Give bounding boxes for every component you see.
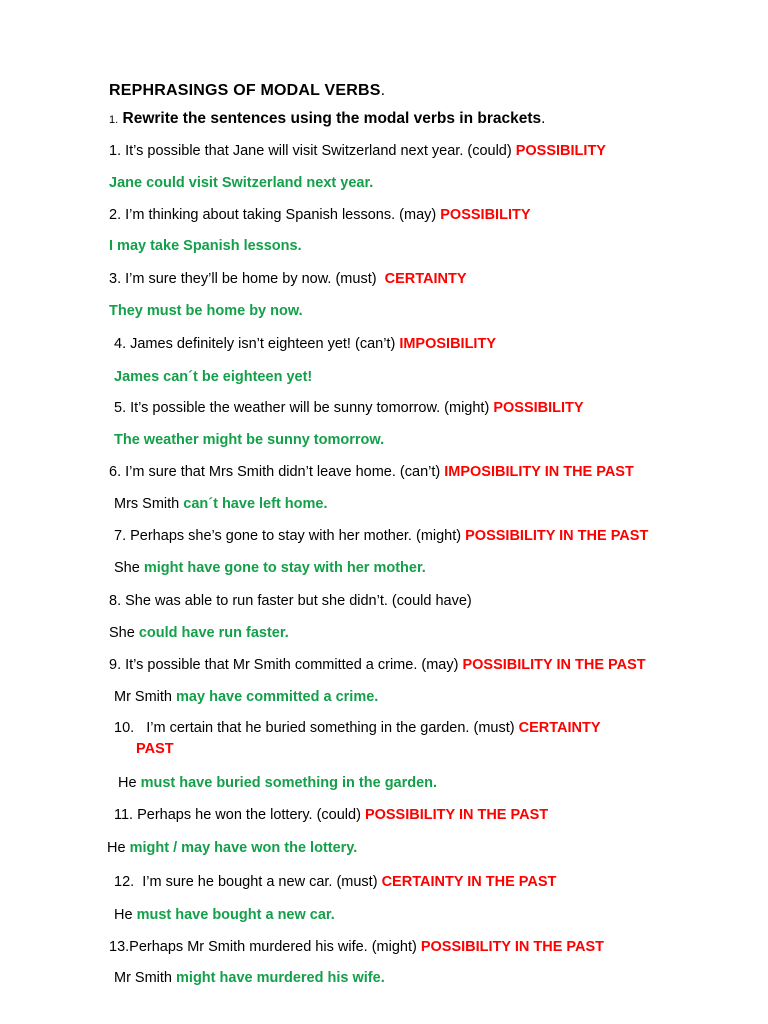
- question-2: [109, 206, 531, 224]
- answer-6: [114, 495, 328, 513]
- answer-10: [118, 774, 437, 792]
- modal-label: IMPOSIBILITY: [399, 336, 496, 352]
- answer-text: might have gone to stay with her mother.: [143, 560, 426, 576]
- question-1: [109, 142, 606, 160]
- modal-label: POSSIBILITY: [493, 400, 584, 416]
- question-5: [114, 399, 584, 417]
- question-text: 9. It’s possible that Mr Smith committed a crime. (may): [109, 657, 459, 673]
- question-text: 4. James definitely isn’t eighteen yet! (can’t): [114, 336, 396, 352]
- question-text: 3. I’m sure they’ll be home by now. (must): [109, 271, 377, 287]
- answer-2: I may take Spanish lessons.: [109, 238, 302, 254]
- question-text: 5. It’s possible the weather will be sunny tomorrow. (might): [114, 400, 490, 416]
- instruction-text: Rewrite the sentences using the modal verbs in brackets: [122, 110, 542, 127]
- question-text: 8. She was able to run faster but she didn’t. (could have): [109, 593, 472, 609]
- question-13: [109, 938, 604, 956]
- question-text: 12. I’m sure he bought a new car. (must): [114, 874, 378, 890]
- answer-text: can´t have left home.: [183, 496, 328, 512]
- answer-prefix: He: [118, 775, 137, 791]
- answer-1: Jane could visit Switzerland next year.: [109, 175, 374, 191]
- modal-label: POSSIBILITY IN THE PAST: [465, 528, 649, 544]
- question-12: [114, 873, 556, 891]
- answer-prefix: Mr Smith: [114, 970, 172, 986]
- modal-label: CERTAINTY: [518, 720, 601, 736]
- answer-prefix: She: [109, 625, 135, 641]
- answer-text: must have bought a new car.: [136, 907, 335, 923]
- answer-7: [114, 559, 426, 577]
- modal-label: POSSIBILITY: [515, 143, 606, 159]
- answer-text: must have buried something in the garden.: [140, 775, 438, 791]
- answer-9: [114, 688, 378, 706]
- instruction-number: 1.: [109, 114, 119, 126]
- answer-5: The weather might be sunny tomorrow.: [114, 432, 385, 448]
- modal-label: CERTAINTY: [384, 271, 467, 287]
- instruction: [109, 110, 545, 129]
- question-text: 2. I’m thinking about taking Spanish lessons. (may): [109, 207, 437, 223]
- question-text: 7. Perhaps she’s gone to stay with her mother. (might): [114, 528, 462, 544]
- question-11: [114, 806, 548, 824]
- modal-label-continued: PAST: [136, 741, 174, 757]
- answer-4: James can´t be eighteen yet!: [114, 369, 313, 385]
- title-text: REPHRASINGS OF MODAL VERBS: [109, 82, 381, 99]
- answer-text: could have run faster.: [138, 625, 289, 641]
- question-text: 13.Perhaps Mr Smith murdered his wife. (might): [109, 939, 417, 955]
- question-3: [109, 270, 467, 288]
- question-6: [109, 463, 634, 481]
- answer-12: [114, 906, 335, 924]
- answer-prefix: She: [114, 560, 140, 576]
- answer-8: [109, 624, 289, 642]
- question-4: [114, 335, 496, 353]
- answer-text: might have murdered his wife.: [176, 970, 385, 986]
- question-8: [109, 592, 472, 610]
- answer-prefix: He: [107, 840, 126, 856]
- answer-13: [114, 969, 385, 987]
- modal-label: IMPOSIBILITY IN THE PAST: [444, 464, 634, 480]
- answer-prefix: He: [114, 907, 133, 923]
- question-10: [114, 718, 601, 760]
- answer-prefix: Mr Smith: [114, 689, 172, 705]
- question-9: [109, 656, 646, 674]
- modal-label: POSSIBILITY IN THE PAST: [462, 657, 646, 673]
- page-title: [109, 82, 385, 100]
- question-7: [114, 527, 648, 545]
- question-text: 10. I’m certain that he buried something in the garden. (must): [114, 720, 515, 736]
- question-text: 6. I’m sure that Mrs Smith didn’t leave home. (can’t): [109, 464, 441, 480]
- modal-label: CERTAINTY IN THE PAST: [381, 874, 557, 890]
- answer-text: might / may have won the lottery.: [129, 840, 358, 856]
- answer-3: They must be home by now.: [109, 303, 303, 319]
- answer-prefix: Mrs Smith: [114, 496, 180, 512]
- instruction-dot: .: [541, 110, 546, 127]
- title-dot: .: [380, 82, 386, 99]
- question-text: 11. Perhaps he won the lottery. (could): [114, 807, 361, 823]
- modal-label: POSSIBILITY IN THE PAST: [420, 939, 605, 955]
- modal-label: POSSIBILITY IN THE PAST: [364, 807, 549, 823]
- modal-label: POSSIBILITY: [440, 207, 531, 223]
- answer-11: [107, 839, 357, 857]
- question-text: 1. It’s possible that Jane will visit Switzerland next year. (could): [109, 143, 512, 159]
- answer-text: may have committed a crime.: [176, 689, 379, 705]
